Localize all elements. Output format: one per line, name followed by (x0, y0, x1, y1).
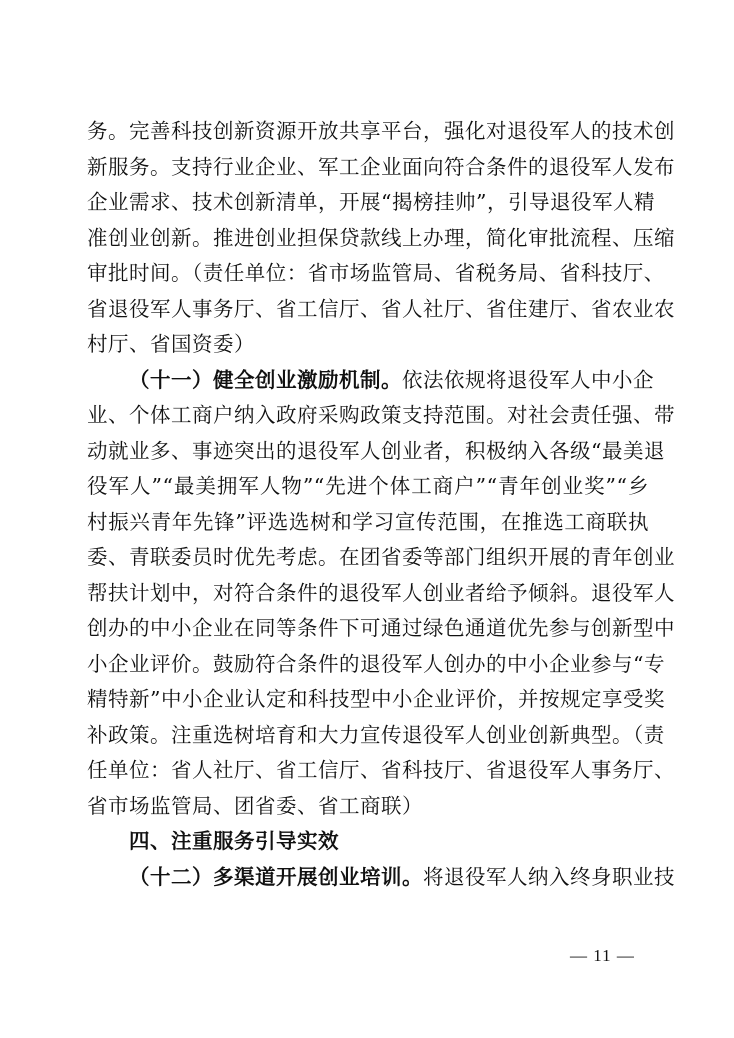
text-line: 审批时间。（责任单位：省市场监管局、省税务局、省科技厅、 (87, 261, 665, 285)
text-line: 役军人”“最美拥军人物”“先进个体工商户”“青年创业奖”“乡 (87, 474, 649, 498)
document-body (87, 114, 675, 895)
text-line: 务。完善科技创新资源开放共享平台，强化对退役军人的技术创 (87, 119, 675, 143)
page-number: — 11 — (570, 946, 635, 965)
text-line: 准创业创新。推进创业担保贷款线上办理，简化审批流程、压缩 (87, 225, 675, 250)
text-line: 委、青联委员时优先考虑。在团省委等部门组织开展的青年创业 (87, 545, 675, 569)
section-12-text: 将退役军人纳入终身职业技 (423, 864, 675, 889)
section-heading: 四、注重服务引导实效 (129, 829, 339, 853)
text-line: 精特新”中小企业认定和科技型中小企业评价，并按规定享受奖 (87, 687, 665, 711)
text-line: 企业需求、技术创新清单，开展“揭榜挂帅”，引导退役军人精 (87, 190, 655, 214)
section-12-heading: （十二）多渠道开展创业培训。 (129, 864, 423, 889)
text-line: 业、个体工商户纳入政府采购政策支持范围。对社会责任强、带 (87, 403, 675, 427)
text-line: 省退役军人事务厅、省工信厅、省人社厅、省住建厅、省农业农 (87, 296, 675, 321)
text-line: 帮扶计划中，对符合条件的退役军人创业者给予倾斜。退役军人 (87, 580, 675, 605)
section-11-heading: （十一）健全创业激励机制。 (129, 367, 402, 392)
text-line: 创办的中小企业在同等条件下可通过绿色通道优先参与创新型中 (87, 616, 675, 640)
text-line: 任单位：省人社厅、省工信厅、省科技厅、省退役军人事务厅、 (87, 758, 675, 782)
section-11-text: 依法依规将退役军人中小企 (402, 367, 654, 392)
text-line: 动就业多、事迹突出的退役军人创业者，积极纳入各级“最美退 (87, 438, 665, 463)
text-line: 村厅、省国资委） (87, 332, 255, 356)
text-line: 小企业评价。鼓励符合条件的退役军人创办的中小企业参与“专 (87, 651, 665, 676)
text-line: 新服务。支持行业企业、军工企业面向符合条件的退役军人发布 (87, 154, 675, 179)
text-line: 省市场监管局、团省委、省工商联） (87, 793, 423, 818)
section-11-first-line (87, 363, 654, 399)
text-line: 补政策。注重选树培育和大力宣传退役军人创业创新典型。（责 (87, 722, 665, 747)
section-12-first-line (87, 860, 675, 896)
text-line: 村振兴青年先锋”评选选树和学习宣传范围，在推选工商联执 (87, 509, 649, 534)
